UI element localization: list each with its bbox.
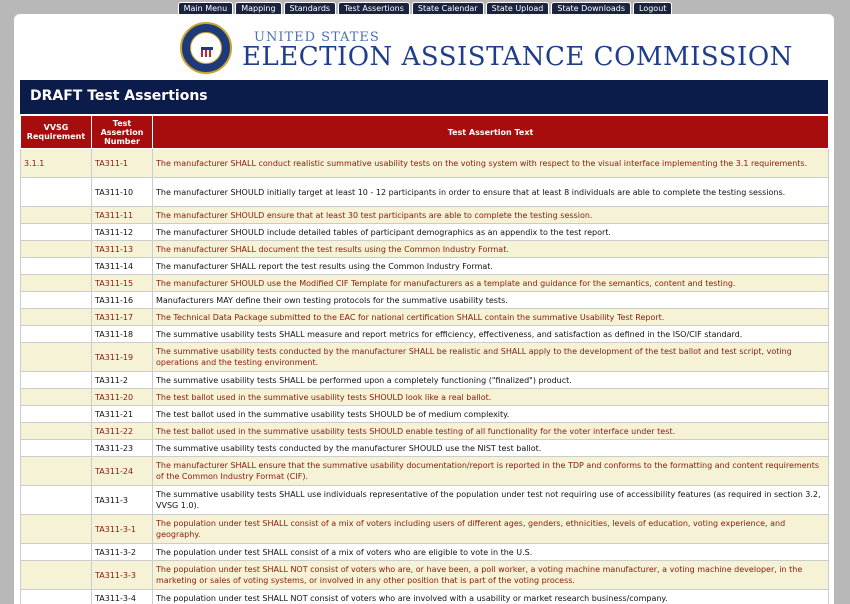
cell-vvsg-requirement — [21, 561, 92, 590]
table-row — [21, 224, 829, 241]
cell-test-assertion-number[interactable]: TA311-15 — [92, 275, 153, 292]
cell-test-assertion-number[interactable]: TA311-10 — [92, 178, 153, 207]
cell-test-assertion-number[interactable]: TA311-11 — [92, 207, 153, 224]
cell-test-assertion-text: The manufacturer SHALL report the test results using the Common Industry Format. — [153, 258, 829, 275]
table-row — [21, 406, 829, 423]
cell-test-assertion-number[interactable]: TA311-2 — [92, 372, 153, 389]
cell-test-assertion-text: Manufacturers MAY define their own testing protocols for the summative usability tests. — [153, 292, 829, 309]
cell-test-assertion-number[interactable]: TA311-3-1 — [92, 515, 153, 544]
page-title: DRAFT Test Assertions — [30, 88, 208, 104]
table-row — [21, 372, 829, 389]
page-container — [14, 14, 834, 604]
cell-test-assertion-number[interactable]: TA311-23 — [92, 440, 153, 457]
cell-vvsg-requirement — [21, 457, 92, 486]
brand-subtitle: UNITED STATES — [254, 30, 380, 45]
table-row — [21, 149, 829, 178]
nav-state-upload[interactable]: State Upload — [486, 2, 550, 16]
cell-test-assertion-text: The manufacturer SHOULD initially target at least 10 - 12 participants in order to ensure that at least 8 individuals are able to complete the testing sessions. — [153, 178, 829, 207]
cell-test-assertion-number[interactable]: TA311-3-4 — [92, 590, 153, 604]
cell-test-assertion-text: The manufacturer SHALL document the test results using the Common Industry Format. — [153, 241, 829, 258]
cell-test-assertion-text: The manufacturer SHOULD use the Modified CIF Template for manufacturers as a template and guidance for the semantics, content and testing. — [153, 275, 829, 292]
cell-test-assertion-number[interactable]: TA311-12 — [92, 224, 153, 241]
cell-vvsg-requirement — [21, 544, 92, 561]
page-title-bar — [20, 80, 828, 114]
site-banner — [14, 14, 834, 80]
cell-test-assertion-number[interactable]: TA311-17 — [92, 309, 153, 326]
nav-main-menu[interactable]: Main Menu — [178, 2, 234, 16]
cell-vvsg-requirement — [21, 241, 92, 258]
cell-test-assertion-text: The manufacturer SHALL conduct realistic summative usability tests on the voting system with respect to the visual interface implementing the 3.1 requirements. — [153, 149, 829, 178]
nav-state-downloads[interactable]: State Downloads — [551, 2, 631, 16]
table-row — [21, 343, 829, 372]
cell-test-assertion-text: The test ballot used in the summative usability tests SHOULD be of medium complexity. — [153, 406, 829, 423]
cell-test-assertion-text: The manufacturer SHOULD include detailed tables of participant demographics as an appendix to the test report. — [153, 224, 829, 241]
table-row — [21, 178, 829, 207]
cell-vvsg-requirement — [21, 389, 92, 406]
cell-test-assertion-number[interactable]: TA311-21 — [92, 406, 153, 423]
cell-vvsg-requirement — [21, 309, 92, 326]
cell-vvsg-requirement — [21, 515, 92, 544]
table-row — [21, 258, 829, 275]
brand-title: ELECTION ASSISTANCE COMMISSION — [242, 42, 793, 72]
table-row — [21, 326, 829, 343]
cell-test-assertion-number[interactable]: TA311-19 — [92, 343, 153, 372]
table-header-row — [21, 116, 829, 149]
cell-test-assertion-text: The test ballot used in the summative usability tests SHOULD enable testing of all functionality for the voter interface under test. — [153, 423, 829, 440]
cell-test-assertion-text: The manufacturer SHOULD ensure that at least 30 test participants are able to complete the testing session. — [153, 207, 829, 224]
table-row — [21, 590, 829, 604]
table-row — [21, 457, 829, 486]
cell-test-assertion-number[interactable]: TA311-22 — [92, 423, 153, 440]
cell-vvsg-requirement — [21, 423, 92, 440]
header-vvsg-requirement[interactable]: VVSG Requirement — [21, 116, 92, 149]
table-row — [21, 241, 829, 258]
cell-vvsg-requirement — [21, 372, 92, 389]
cell-vvsg-requirement — [21, 258, 92, 275]
cell-vvsg-requirement — [21, 590, 92, 604]
cell-vvsg-requirement — [21, 292, 92, 309]
cell-test-assertion-number[interactable]: TA311-18 — [92, 326, 153, 343]
eac-seal-icon — [180, 22, 232, 74]
cell-test-assertion-number[interactable]: TA311-13 — [92, 241, 153, 258]
cell-vvsg-requirement — [21, 326, 92, 343]
table-row — [21, 389, 829, 406]
cell-test-assertion-text: The manufacturer SHALL ensure that the summative usability documentation/report is reported in the TDP and conforms to the formatting and content requirements of the Common Industry Format (CIF). — [153, 457, 829, 486]
cell-test-assertion-text: The population under test SHALL NOT consist of voters who are involved with a usability or market research business/company. — [153, 590, 829, 604]
cell-vvsg-requirement: 3.1.1 — [21, 149, 92, 178]
cell-test-assertion-number[interactable]: TA311-3 — [92, 486, 153, 515]
cell-test-assertion-text: The summative usability tests SHALL be performed upon a completely functioning ("finalized") product. — [153, 372, 829, 389]
table-row — [21, 423, 829, 440]
cell-test-assertion-text: The summative usability tests conducted by the manufacturer SHALL be realistic and SHALL apply to the development of the test ballot and test script, voting operations and the testing environment. — [153, 343, 829, 372]
nav-logout[interactable]: Logout — [633, 2, 672, 16]
cell-test-assertion-text: The population under test SHALL consist of a mix of voters including users of different ages, genders, ethnicities, levels of education, voting experience, and geography. — [153, 515, 829, 544]
table-row — [21, 207, 829, 224]
cell-vvsg-requirement — [21, 224, 92, 241]
cell-vvsg-requirement — [21, 440, 92, 457]
cell-test-assertion-number[interactable]: TA311-3-3 — [92, 561, 153, 590]
table-row — [21, 561, 829, 590]
cell-test-assertion-text: The population under test SHALL consist of a mix of voters who are eligible to vote in the U.S. — [153, 544, 829, 561]
cell-vvsg-requirement — [21, 207, 92, 224]
table-row — [21, 440, 829, 457]
table-row — [21, 275, 829, 292]
cell-vvsg-requirement — [21, 178, 92, 207]
cell-vvsg-requirement — [21, 343, 92, 372]
table-row — [21, 486, 829, 515]
cell-test-assertion-number[interactable]: TA311-3-2 — [92, 544, 153, 561]
nav-test-assertions[interactable]: Test Assertions — [338, 2, 410, 16]
cell-test-assertion-number[interactable]: TA311-24 — [92, 457, 153, 486]
header-test-assertion-number[interactable]: Test Assertion Number — [92, 116, 153, 149]
header-test-assertion-text[interactable]: Test Assertion Text — [153, 116, 829, 149]
nav-standards[interactable]: Standards — [284, 2, 337, 16]
cell-vvsg-requirement — [21, 275, 92, 292]
cell-test-assertion-number[interactable]: TA311-20 — [92, 389, 153, 406]
nav-state-calendar[interactable]: State Calendar — [412, 2, 484, 16]
cell-test-assertion-text: The summative usability tests SHALL use individuals representative of the population under test not requiring use of accessibility features (as required in section 3.2, VVSG 1.0). — [153, 486, 829, 515]
test-assertions-table — [20, 115, 829, 604]
cell-vvsg-requirement — [21, 486, 92, 515]
cell-test-assertion-number[interactable]: TA311-14 — [92, 258, 153, 275]
cell-test-assertion-text: The summative usability tests SHALL measure and report metrics for efficiency, effectiveness, and satisfaction as defined in the ISO/CIF standard. — [153, 326, 829, 343]
table-row — [21, 292, 829, 309]
cell-test-assertion-text: The population under test SHALL NOT consist of voters who are, or have been, a poll worker, a voting machine manufacturer, a voting machine developer, in the marketing or sales of voting systems, or involved in any other position that is part of the voting process. — [153, 561, 829, 590]
cell-test-assertion-number[interactable]: TA311-16 — [92, 292, 153, 309]
cell-test-assertion-number[interactable]: TA311-1 — [92, 149, 153, 178]
cell-test-assertion-text: The summative usability tests conducted by the manufacturer SHOULD use the NIST test ballot. — [153, 440, 829, 457]
cell-test-assertion-text: The test ballot used in the summative usability tests SHOULD look like a real ballot. — [153, 389, 829, 406]
table-row — [21, 309, 829, 326]
table-row — [21, 515, 829, 544]
nav-mapping[interactable]: Mapping — [235, 2, 281, 16]
cell-vvsg-requirement — [21, 406, 92, 423]
table-body — [21, 149, 829, 604]
table-row — [21, 544, 829, 561]
cell-test-assertion-text: The Technical Data Package submitted to the EAC for national certification SHALL contain the summative Usability Test Report. — [153, 309, 829, 326]
